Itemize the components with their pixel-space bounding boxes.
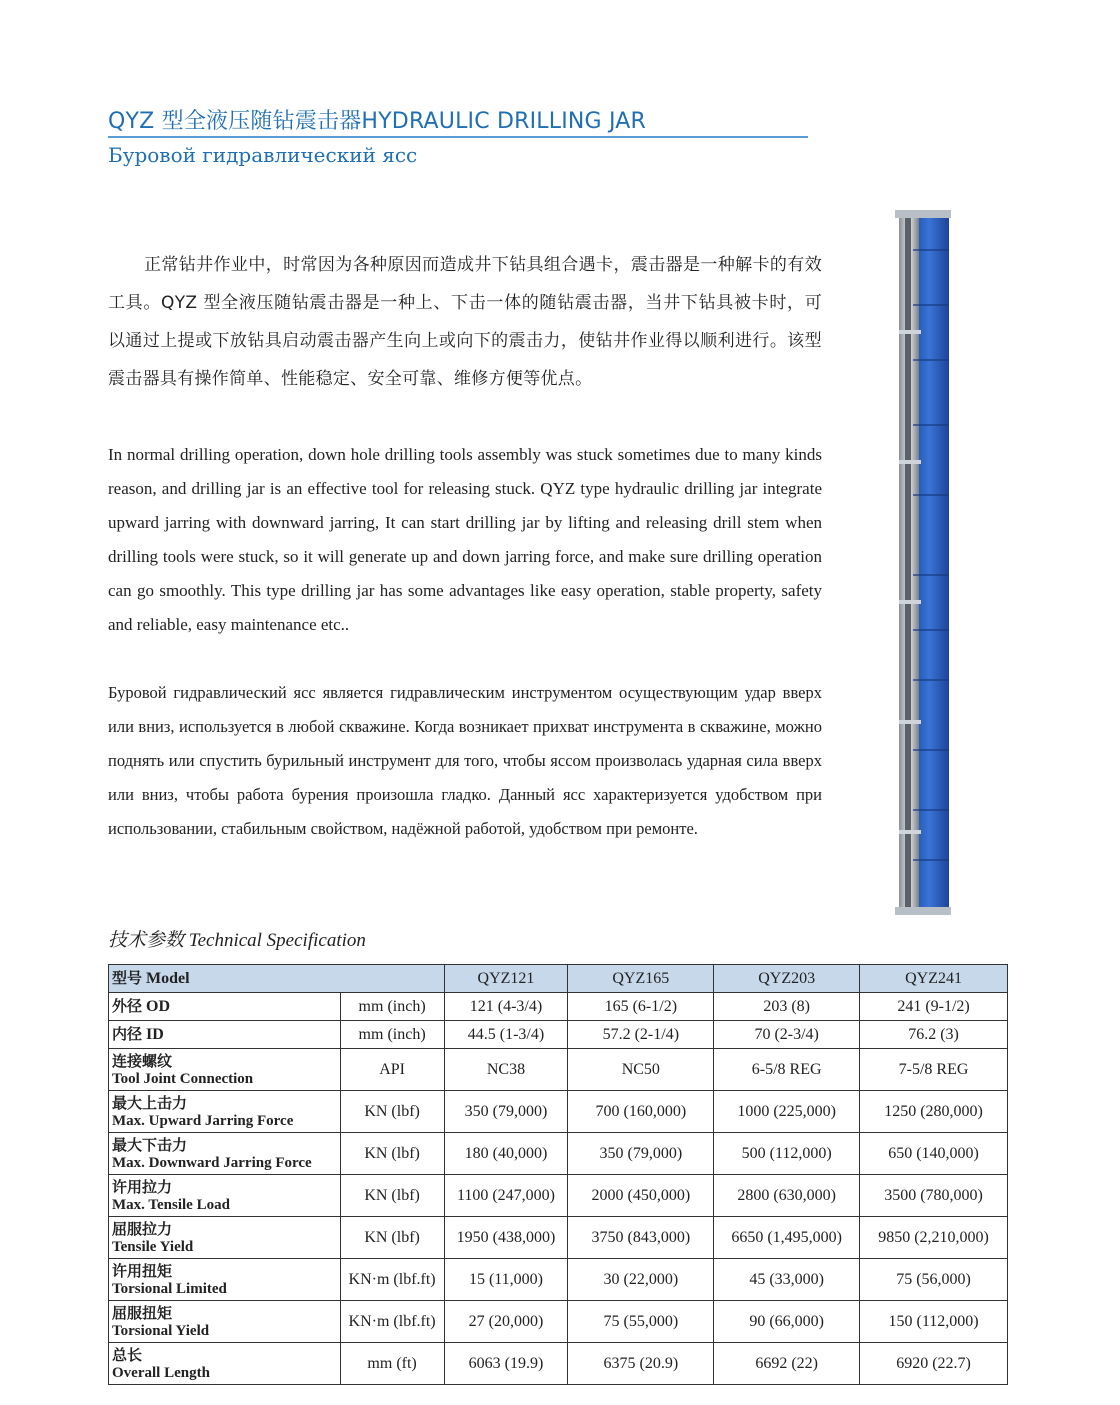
- unit-cell: KN·m (lbf.ft): [340, 1259, 444, 1301]
- spec-row-torsional-yield: [109, 1301, 1008, 1343]
- unit-cell: KN (lbf): [340, 1175, 444, 1217]
- param-label: 最大上击力 Max. Upward Jarring Force: [109, 1091, 341, 1133]
- value-cell: 3750 (843,000): [568, 1217, 714, 1259]
- value-cell: 7-5/8 REG: [860, 1049, 1008, 1091]
- spec-row-overall-length: [109, 1343, 1008, 1385]
- value-cell: 57.2 (2-1/4): [568, 1021, 714, 1049]
- value-cell: 121 (4-3/4): [444, 993, 568, 1021]
- unit-cell: API: [340, 1049, 444, 1091]
- value-cell: 6650 (1,495,000): [714, 1217, 860, 1259]
- model-cell: QYZ121: [444, 965, 568, 993]
- value-cell: 500 (112,000): [714, 1133, 860, 1175]
- value-cell: 1250 (280,000): [860, 1091, 1008, 1133]
- value-cell: 180 (40,000): [444, 1133, 568, 1175]
- param-label: 内径 ID: [109, 1021, 341, 1049]
- value-cell: 1100 (247,000): [444, 1175, 568, 1217]
- param-label: 许用拉力 Max. Tensile Load: [109, 1175, 341, 1217]
- value-cell: 6063 (19.9): [444, 1343, 568, 1385]
- value-cell: 30 (22,000): [568, 1259, 714, 1301]
- value-cell: 203 (8): [714, 993, 860, 1021]
- spec-row-od: [109, 993, 1008, 1021]
- value-cell: NC50: [568, 1049, 714, 1091]
- page-subtitle: Буровой гидравлический ясс: [108, 143, 418, 167]
- value-cell: 45 (33,000): [714, 1259, 860, 1301]
- spec-row-downward-force: [109, 1133, 1008, 1175]
- value-cell: 90 (66,000): [714, 1301, 860, 1343]
- model-cell: QYZ165: [568, 965, 714, 993]
- param-label: 最大下击力 Max. Downward Jarring Force: [109, 1133, 341, 1175]
- param-label: 屈服拉力 Tensile Yield: [109, 1217, 341, 1259]
- param-label: 总长 Overall Length: [109, 1343, 341, 1385]
- value-cell: NC38: [444, 1049, 568, 1091]
- value-cell: 6-5/8 REG: [714, 1049, 860, 1091]
- param-label: 外径 OD: [109, 993, 341, 1021]
- value-cell: 150 (112,000): [860, 1301, 1008, 1343]
- unit-cell: mm (inch): [340, 1021, 444, 1049]
- value-cell: 165 (6-1/2): [568, 993, 714, 1021]
- description-chinese: 正常钻井作业中，时常因为各种原因而造成井下钻具组合遇卡，震击器是一种解卡的有效工具。QYZ 型全液压随钻震击器是一种上、下击一体的随钻震击器，当井下钻具被卡时，可以通过上提或下放钻具启动震击器产生向上或向下的震击力，使钻井作业得以顺利进行。该型震击器具有操作简单、性能稳定、安全可靠、维修方便等优点。: [108, 255, 822, 389]
- model-cell: QYZ241: [860, 965, 1008, 993]
- value-cell: 2800 (630,000): [714, 1175, 860, 1217]
- value-cell: 76.2 (3): [860, 1021, 1008, 1049]
- value-cell: 15 (11,000): [444, 1259, 568, 1301]
- value-cell: 44.5 (1-3/4): [444, 1021, 568, 1049]
- value-cell: 6920 (22.7): [860, 1343, 1008, 1385]
- value-cell: 6692 (22): [714, 1343, 860, 1385]
- model-label-cell: 型号 Model: [109, 965, 445, 993]
- value-cell: 700 (160,000): [568, 1091, 714, 1133]
- param-label: 连接螺纹 Tool Joint Connection: [109, 1049, 341, 1091]
- value-cell: 2000 (450,000): [568, 1175, 714, 1217]
- spec-table: [108, 964, 1008, 1385]
- value-cell: 350 (79,000): [444, 1091, 568, 1133]
- spec-row-tensile-load: [109, 1175, 1008, 1217]
- model-cell: QYZ203: [714, 965, 860, 993]
- page-title: QYZ 型全液压随钻震击器HYDRAULIC DRILLING JAR: [108, 109, 647, 134]
- param-label: 许用扭矩 Torsional Limited: [109, 1259, 341, 1301]
- value-cell: 650 (140,000): [860, 1133, 1008, 1175]
- title-divider: [108, 136, 808, 138]
- spec-row-torsional-limited: [109, 1259, 1008, 1301]
- description-english: In normal drilling operation, down hole drilling tools assembly was stuck sometimes due to many kinds reason, and drilling jar is an effective tool for releasing stuck. QYZ type hydraulic drilling jar integrate upward jarring with downward jarring, It can start drilling jar by lifting and releasing drill stem when drilling tools were stuck, so it will generate up and down jarring force, and make sure drilling operation can go smoothly. This type drilling jar has some advantages like easy operation, stable property, safety and reliable, easy maintenance etc..: [108, 445, 822, 634]
- unit-cell: KN (lbf): [340, 1091, 444, 1133]
- drilling-jar-illustration: [895, 210, 951, 915]
- value-cell: 70 (2-3/4): [714, 1021, 860, 1049]
- value-cell: 1000 (225,000): [714, 1091, 860, 1133]
- unit-cell: KN (lbf): [340, 1133, 444, 1175]
- spec-heading: 技术参数 Technical Specification: [108, 930, 366, 951]
- spec-row-connection: [109, 1049, 1008, 1091]
- value-cell: 6375 (20.9): [568, 1343, 714, 1385]
- value-cell: 27 (20,000): [444, 1301, 568, 1343]
- value-cell: 1950 (438,000): [444, 1217, 568, 1259]
- value-cell: 241 (9-1/2): [860, 993, 1008, 1021]
- spec-row-id: [109, 1021, 1008, 1049]
- unit-cell: KN·m (lbf.ft): [340, 1301, 444, 1343]
- spec-header-row: [109, 965, 1008, 993]
- value-cell: 9850 (2,210,000): [860, 1217, 1008, 1259]
- value-cell: 75 (56,000): [860, 1259, 1008, 1301]
- spec-row-upward-force: [109, 1091, 1008, 1133]
- unit-cell: mm (ft): [340, 1343, 444, 1385]
- param-label: 屈服扭矩 Torsional Yield: [109, 1301, 341, 1343]
- value-cell: 350 (79,000): [568, 1133, 714, 1175]
- unit-cell: mm (inch): [340, 993, 444, 1021]
- value-cell: 3500 (780,000): [860, 1175, 1008, 1217]
- spec-row-tensile-yield: [109, 1217, 1008, 1259]
- unit-cell: KN (lbf): [340, 1217, 444, 1259]
- description-russian: Буровой гидравлический ясс является гидравлическим инструментом осуществующим удар вверх или вниз, используется в любой скважине. Когда возникает прихват инструмента в скважине, можно поднять или спустить бурильный инструмент для того, чтобы яссом произволась ударная сила вверх или вниз, чтобы работа бурения произошла гладко. Данный ясс характеризуется удобством при использовании, стабильным свойством, надёжной работой, удобством при ремонте.: [108, 683, 822, 838]
- value-cell: 75 (55,000): [568, 1301, 714, 1343]
